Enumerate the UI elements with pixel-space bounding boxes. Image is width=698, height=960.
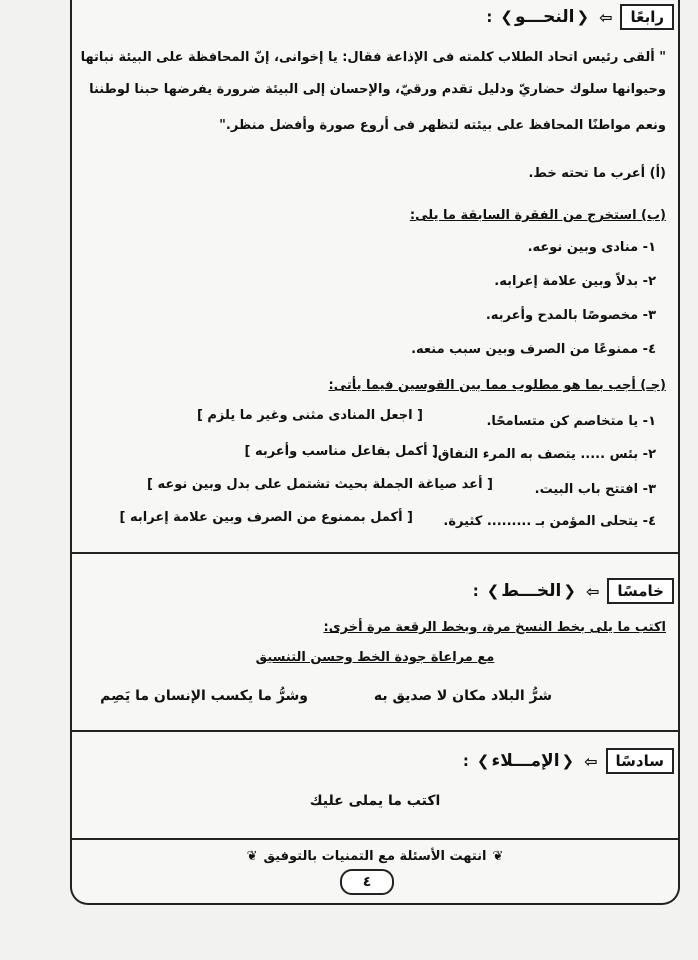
footer bbox=[70, 838, 680, 872]
part-c-note4: [ أكمل بممنوع من الصرف وبين علامة إعرابه ] bbox=[119, 510, 413, 525]
section4-label: رابعًا bbox=[620, 4, 674, 30]
verse-first-hemistich: شرُّ البلاد مكان لا صديق به bbox=[373, 688, 552, 704]
passage-line-1: " ألقى رئيس اتحاد الطلاب كلمته فى الإذاعة فقال: يا إخوانى، إنّ المحافظة على البيئة نباتها bbox=[80, 50, 666, 65]
section-divider bbox=[72, 552, 678, 554]
section6-header: سادسًا ⇦ ❮ الإمـــلاء ❯ : bbox=[463, 744, 674, 778]
section-divider bbox=[72, 730, 678, 732]
part-c-q4: ٤- يتحلى المؤمن بـ ......... كثيرة. bbox=[443, 514, 656, 529]
section6-label: سادسًا bbox=[606, 748, 674, 774]
part-c-q3: ٣- افتتح باب البيت. bbox=[534, 482, 656, 497]
section5-header: خامسًا ⇦ ❮ الخـــط ❯ : bbox=[473, 574, 674, 608]
part-b-item-3: ٣- مخصوصًا بالمدح وأعربه. bbox=[485, 308, 656, 323]
part-c-note3: [ أعد صياغة الجملة بحيث تشتمل على بدل وبين نوعه ] bbox=[147, 477, 493, 492]
section5-instruction: اكتب ما يلى بخط النسخ مرة، وبخط الرقعة مرة أخرى: bbox=[323, 620, 666, 635]
ornament-icon: ❯ bbox=[486, 582, 500, 600]
arrow-icon: ⇦ bbox=[599, 7, 613, 27]
ornament-icon: ❯ bbox=[500, 8, 513, 26]
ornament-icon: ❦ bbox=[246, 848, 258, 864]
page-frame bbox=[70, 0, 680, 905]
section5-sub: مع مراعاة جودة الخط وحسن التنسيق bbox=[255, 650, 495, 665]
part-c-note1: [ اجعل المنادى مثنى وغير ما يلزم ] bbox=[196, 408, 423, 423]
section4-title: النحـــو bbox=[515, 7, 575, 27]
part-c-q1: ١- يا متخاصم كن متسامحًا. bbox=[486, 414, 656, 429]
arrow-icon: ⇦ bbox=[585, 581, 600, 601]
section5-label: خامسًا bbox=[607, 578, 674, 604]
part-b-item-4: ٤- ممنوعًا من الصرف وبين سبب منعه. bbox=[411, 342, 656, 357]
part-b-item-2: ٢- بدلاً وبين علامة إعرابه. bbox=[494, 274, 656, 289]
verse-second-hemistich: وشرُّ ما يكسب الإنسان ما يَصِم bbox=[100, 688, 308, 704]
part-b-item-1: ١- منادى وبين نوعه. bbox=[527, 240, 656, 255]
ornament-icon: ❦ bbox=[492, 848, 504, 864]
arrow-icon: ⇦ bbox=[584, 751, 598, 771]
page-number: ٤ bbox=[340, 869, 394, 895]
ornament-icon: ❮ bbox=[563, 582, 576, 600]
passage-line-3: ونعم مواطنًا المحافظ على بيئته لتظهر فى أروع صورة وأفضل منظر." bbox=[219, 118, 666, 133]
section6-title: الإمـــلاء bbox=[491, 751, 560, 771]
part-b-title: (ب) استخرج من الفقرة السابقة ما يلى: bbox=[409, 208, 666, 223]
part-c-title: (جـ) أجب بما هو مطلوب مما بين القوسين فيما يأتى: bbox=[328, 378, 666, 393]
ornament-icon: ❮ bbox=[576, 8, 590, 26]
part-c-note2: [ أكمل بفاعل مناسب وأعربه ] bbox=[244, 444, 438, 459]
part-c-q2: ٢- بئس ..... يتصف به المرء النفاق. bbox=[432, 447, 656, 462]
passage-line-2: وحيوانها سلوك حضاريّ ودليل تقدم ورقيّ، والإحسان إلى البيئة ضرورة يفرضها حبنا لوطننا bbox=[89, 82, 666, 97]
part-a: (أ) أعرب ما تحته خط. bbox=[528, 166, 666, 181]
section5-title: الخـــط bbox=[501, 581, 562, 601]
section4-header: رابعًا ⇦ ❮ النحـــو ❯ : bbox=[486, 0, 674, 34]
footer-text: انتهت الأسئلة مع التمنيات بالتوفيق bbox=[263, 848, 487, 864]
ornament-icon: ❮ bbox=[561, 752, 575, 770]
ornament-icon: ❯ bbox=[476, 752, 490, 770]
section6-instruction: اكتب ما يملى عليك bbox=[309, 793, 441, 809]
